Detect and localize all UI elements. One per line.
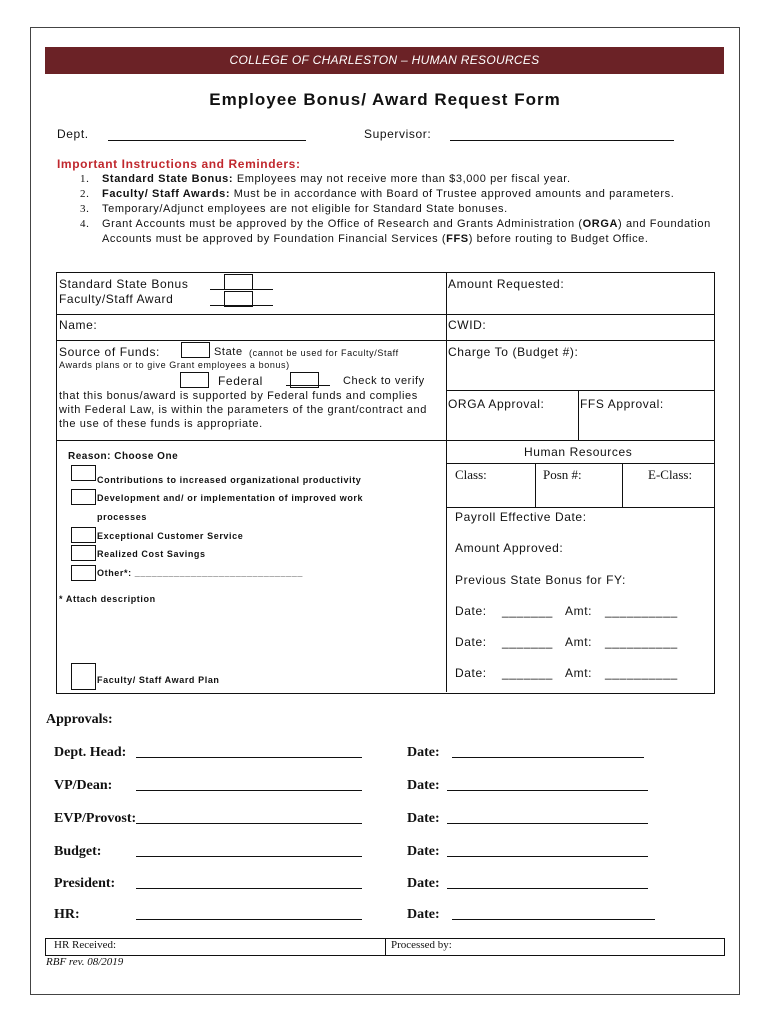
amt-label: Amt: [565, 604, 593, 618]
approval-signature-line[interactable] [136, 790, 362, 791]
approval-signature-line[interactable] [136, 919, 362, 920]
faculty-award-label: Faculty/Staff Award [59, 292, 174, 306]
approval-label-budget: Budget: [54, 844, 102, 859]
date-field[interactable]: _______ [502, 604, 553, 618]
orga-approval-label: ORGA Approval: [448, 397, 545, 411]
instructions-heading: Important Instructions and Reminders: [57, 157, 301, 171]
previous-bonus-label: Previous State Bonus for FY: [455, 573, 626, 587]
instruction-item: 2. Faculty/ Staff Awards: Must be in accordance with Board of Trustee approved amounts and parameters. [80, 188, 675, 200]
federal-checkbox[interactable] [180, 372, 209, 388]
instruction-item: 1. Standard State Bonus: Employees may not receive more than $3,000 per fiscal year. [80, 173, 571, 185]
amt-field[interactable]: __________ [605, 604, 678, 618]
instruction-item: 3. Temporary/Adjunct employees are not eligible for Standard State bonuses. [80, 203, 508, 215]
reason-development-checkbox[interactable] [71, 489, 96, 505]
date-label: Date: [455, 604, 487, 618]
faculty-plan-label: Faculty/ Staff Award Plan [97, 675, 220, 685]
reason-cost-savings-label: Realized Cost Savings [97, 549, 206, 559]
approvals-heading: Approvals: [46, 712, 113, 727]
date-label: Date: [455, 666, 487, 680]
reason-customer-service-checkbox[interactable] [71, 527, 96, 543]
supervisor-field[interactable] [450, 140, 674, 141]
reason-other-checkbox[interactable] [71, 565, 96, 581]
reason-cost-savings-checkbox[interactable] [71, 545, 96, 561]
date-field[interactable]: _______ [502, 666, 553, 680]
approval-date-line[interactable] [452, 757, 644, 758]
standard-bonus-checkbox[interactable] [224, 274, 253, 290]
eclass-label: E-Class: [648, 467, 693, 482]
state-note: (cannot be used for Faculty/Staff [249, 348, 399, 358]
approval-date-label: Date: [407, 745, 440, 760]
reason-customer-service-label: Exceptional Customer Service [97, 531, 244, 541]
attach-description: * Attach description [59, 594, 156, 604]
date-label: Date: [455, 635, 487, 649]
amount-requested-label: Amount Requested: [448, 277, 565, 291]
approval-label-hr: HR: [54, 907, 80, 922]
name-label: Name: [59, 318, 98, 332]
approval-signature-line[interactable] [136, 757, 362, 758]
reason-productivity-label: Contributions to increased organizational productivity [97, 475, 362, 485]
approval-label-vp-dean: VP/Dean: [54, 778, 113, 793]
reason-heading: Reason: Choose One [68, 451, 179, 462]
check-verify-label: Check to verify [343, 375, 425, 387]
hr-received-label: HR Received: [54, 939, 117, 951]
approval-signature-line[interactable] [136, 888, 362, 889]
approval-date-line[interactable] [452, 919, 655, 920]
dept-label: Dept. [57, 127, 89, 141]
reason-productivity-checkbox[interactable] [71, 465, 96, 481]
approval-signature-line[interactable] [136, 856, 362, 857]
amt-label: Amt: [565, 666, 593, 680]
reason-other-label: Other*: ______________________________ [97, 568, 303, 578]
reason-development-label-2: processes [97, 512, 147, 522]
approval-label-evp-provost: EVP/Provost: [54, 811, 137, 826]
approval-date-label: Date: [407, 778, 440, 793]
ffs-approval-label: FFS Approval: [580, 397, 664, 411]
instructions-list [80, 172, 720, 247]
state-checkbox[interactable] [181, 342, 210, 358]
posn-label: Posn #: [543, 467, 582, 482]
standard-bonus-label: Standard State Bonus [59, 277, 189, 291]
approval-date-label: Date: [407, 811, 440, 826]
charge-to-label: Charge To (Budget #): [448, 345, 579, 359]
header-banner: COLLEGE OF CHARLESTON – HUMAN RESOURCES [45, 47, 724, 74]
faculty-plan-checkbox[interactable] [71, 663, 96, 690]
revision-label: RBF rev. 08/2019 [46, 956, 124, 968]
date-field[interactable]: _______ [502, 635, 553, 649]
federal-text: that this bonus/award is supported by Federal funds and complies with Federal Law, is within the parameters of the grant/contract and the use of these funds is appropriate. [59, 390, 427, 430]
state-label: State [214, 346, 243, 358]
approval-date-line[interactable] [447, 888, 648, 889]
approval-label-dept-head: Dept. Head: [54, 745, 127, 760]
instruction-item: 4. Grant Accounts must be approved by the Office of Research and Grants Administration (ORGA) and Foundation Accounts must be approved by Foundation Financial Services (FFS) before routing to Budget Office. [80, 218, 711, 245]
approval-date-line[interactable] [447, 823, 648, 824]
approval-date-line[interactable] [447, 856, 648, 857]
approval-signature-line[interactable] [136, 823, 362, 824]
class-label: Class: [455, 467, 487, 482]
amt-field[interactable]: __________ [605, 635, 678, 649]
amt-field[interactable]: __________ [605, 666, 678, 680]
approval-date-label: Date: [407, 844, 440, 859]
approval-date-label: Date: [407, 907, 440, 922]
processed-by-label: Processed by: [391, 939, 452, 951]
approval-label-president: President: [54, 876, 116, 891]
amount-approved-label: Amount Approved: [455, 541, 564, 555]
form-title: Employee Bonus/ Award Request Form [209, 90, 561, 109]
source-funds-label: Source of Funds: [59, 345, 160, 359]
payroll-date-label: Payroll Effective Date: [455, 510, 587, 524]
reason-development-label: Development and/ or implementation of improved work [97, 493, 364, 503]
cwid-label: CWID: [448, 318, 487, 332]
state-note-2: Awards plans or to give Grant employees a bonus) [59, 360, 290, 370]
federal-label: Federal [218, 374, 263, 388]
hr-heading: Human Resources [524, 445, 633, 459]
dept-field[interactable] [108, 140, 306, 141]
approval-date-line[interactable] [447, 790, 648, 791]
supervisor-label: Supervisor: [364, 127, 432, 141]
approval-date-label: Date: [407, 876, 440, 891]
amt-label: Amt: [565, 635, 593, 649]
